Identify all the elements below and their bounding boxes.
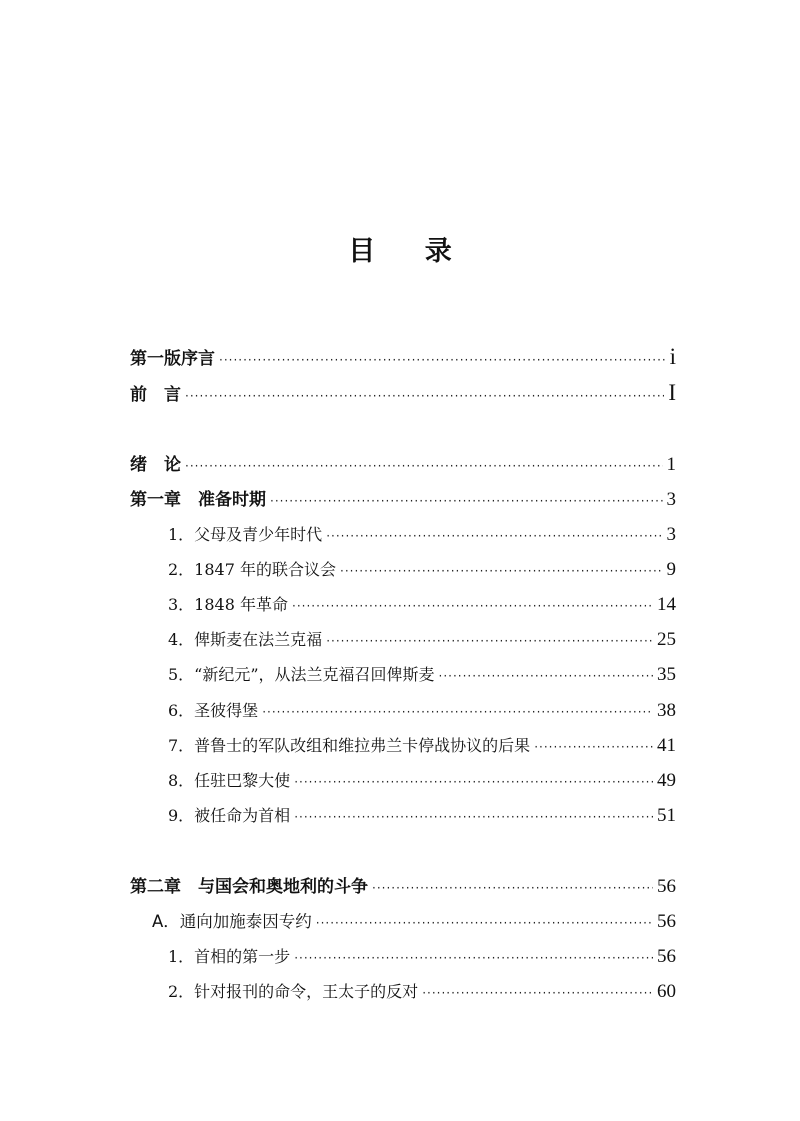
toc-entry-page: 49: [657, 770, 676, 791]
dot-leader: [422, 978, 653, 1008]
toc-entry-page: 1: [666, 454, 676, 475]
toc-entry-page: 35: [657, 664, 676, 685]
toc-entry-1-3[interactable]: [168, 590, 676, 620]
toc-entry-label: 5．“新纪元”，从法兰克福召回俾斯麦: [168, 665, 435, 684]
toc-entry-1-9[interactable]: [168, 801, 676, 831]
toc-entry-foreword[interactable]: [130, 378, 676, 408]
toc-entry-page: 38: [657, 700, 676, 721]
toc-entry-page: 56: [657, 946, 676, 967]
toc-entry-page: I: [668, 380, 676, 405]
page-title: 目 录: [348, 236, 472, 267]
toc-entry-2-a[interactable]: [152, 907, 676, 937]
toc-entry-page: 3: [666, 524, 676, 545]
toc-entry-1-1[interactable]: [168, 520, 676, 550]
toc-entry-label: 7．普鲁士的军队改组和维拉弗兰卡停战协议的后果: [168, 736, 531, 755]
dot-leader: [340, 556, 663, 586]
toc-entry-label: 1．首相的第一步: [168, 947, 291, 966]
toc-entry-1-8[interactable]: [168, 766, 676, 796]
toc-entry-2-a-1[interactable]: [168, 942, 676, 972]
dot-leader: [294, 943, 653, 973]
dot-leader: [219, 345, 666, 375]
toc-entry-page: 60: [657, 981, 676, 1002]
toc-entry-1-5[interactable]: [168, 660, 676, 690]
toc-entry-page: 41: [657, 735, 676, 756]
toc-entry-label: 2．针对报刊的命令，王太子的反对: [168, 982, 419, 1001]
toc-entry-first-edition-preface[interactable]: [130, 342, 676, 372]
dot-leader: [185, 451, 663, 481]
dot-leader: [294, 767, 653, 797]
toc-entry-1-4[interactable]: [168, 625, 676, 655]
dot-leader: [534, 732, 653, 762]
toc-entry-page: 56: [657, 876, 676, 897]
dot-leader: [270, 486, 663, 516]
toc-entry-chapter-2[interactable]: [130, 872, 676, 902]
toc-entry-page: 51: [657, 805, 676, 826]
dot-leader: [185, 381, 664, 411]
toc-entry-1-6[interactable]: [168, 696, 676, 726]
toc-entry-1-2[interactable]: [168, 555, 676, 585]
toc-entry-2-a-2[interactable]: [168, 977, 676, 1007]
toc-entry-1-7[interactable]: [168, 731, 676, 761]
toc-entry-page: i: [669, 344, 676, 369]
toc-entry-label: 第二章 与国会和奥地利的斗争: [130, 877, 368, 897]
toc-entry-page: 9: [666, 559, 676, 580]
toc-entry-label: 9．被任命为首相: [168, 806, 291, 825]
dot-leader: [326, 626, 653, 656]
toc-entry-label: 第一章 准备时期: [130, 490, 266, 510]
toc-entry-label: 6．圣彼得堡: [168, 701, 259, 720]
toc-entry-page: 25: [657, 629, 676, 650]
dot-leader: [439, 661, 653, 691]
dot-leader: [326, 521, 662, 551]
toc-entry-introduction[interactable]: [130, 450, 676, 480]
dot-leader: [262, 697, 653, 727]
toc-entry-label: 8．任驻巴黎大使: [168, 771, 291, 790]
toc-entry-label: A．通向加施泰因专约: [152, 912, 312, 931]
toc-entry-label: 1．父母及青少年时代: [168, 525, 323, 544]
toc-entry-label: 2．1847 年的联合议会: [168, 560, 336, 579]
dot-leader: [294, 802, 653, 832]
dot-leader: [316, 908, 653, 938]
dot-leader: [292, 591, 653, 621]
toc-entry-page: 56: [657, 911, 676, 932]
toc-entry-page: 14: [657, 594, 676, 615]
dot-leader: [372, 873, 653, 903]
toc-entry-label: 4．俾斯麦在法兰克福: [168, 630, 323, 649]
toc-entry-label: 绪 论: [130, 455, 181, 475]
toc-entry-page: 3: [666, 489, 676, 510]
toc-entry-label: 第一版序言: [130, 349, 215, 369]
toc-entry-label: 3．1848 年革命: [168, 595, 288, 614]
toc-entry-chapter-1[interactable]: [130, 485, 676, 515]
toc-entry-label: 前 言: [130, 385, 181, 405]
